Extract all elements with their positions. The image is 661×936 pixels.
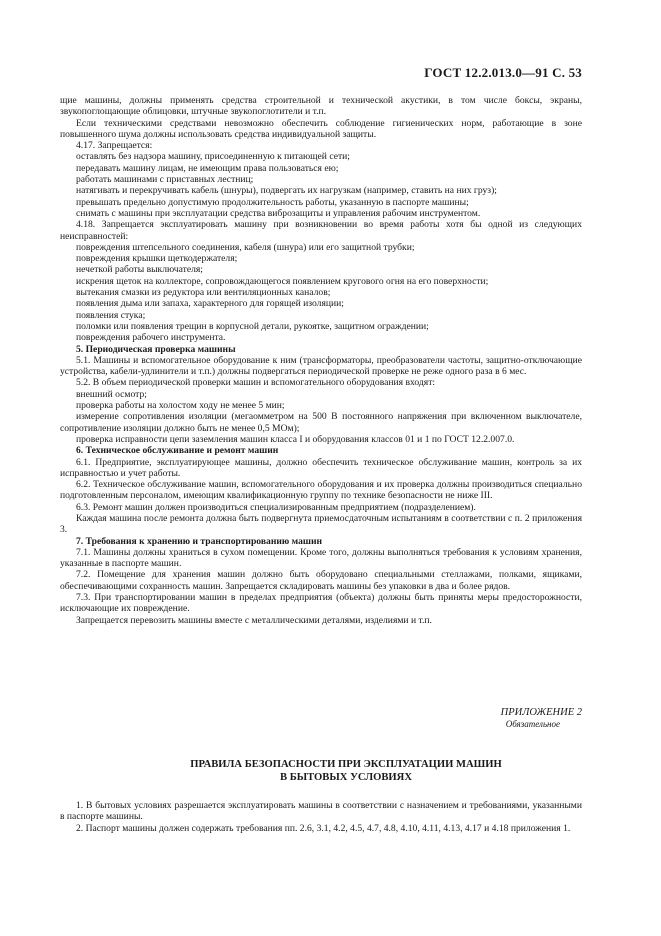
section-heading: 6. Техническое обслуживание и ремонт машин <box>76 445 279 457</box>
paragraph: 7.1. Машины должны храниться в сухом помещении. Кроме того, должны выполняться требования к условиям хранения, указанные в паспорте машин. <box>60 546 582 570</box>
paragraph: внешний осмотр; <box>76 388 147 400</box>
paragraph: 6.3. Ремонт машин должен производиться специализированным предприятием (подразделением). <box>76 501 476 513</box>
paragraph: 4.17. Запрещается: <box>76 140 153 152</box>
paragraph: снимать с машины при эксплуатации средства виброзащиты и управления рабочим инструментом. <box>76 207 481 219</box>
paragraph: Каждая машина после ремонта должна быть подвергнута приемосдаточным испытаниям в соответствии с п. 2 приложения 3. <box>60 512 582 536</box>
paragraph: передавать машину лицам, не имеющим права пользоваться ею; <box>76 162 339 174</box>
appendix-body <box>60 800 582 834</box>
page-header: ГОСТ 12.2.013.0—91 С. 53 <box>424 65 582 80</box>
paragraph: проверка исправности цепи заземления машин класса I и оборудования классов 01 и 1 по ГОСТ 12.2.007.0. <box>76 433 515 445</box>
appendix-paragraph: 1. В бытовых условиях разрешается эксплуатировать машины в соответствии с назначением и требованиями, указанными в паспорте машины. <box>60 800 582 823</box>
paragraph: вытекания смазки из редуктора или вентиляционных каналов; <box>76 287 331 299</box>
paragraph: 7.3. При транспортировании машин в пределах предприятия (объекта) должны быть приняты меры предосторожности, исключающие их повреждение. <box>60 592 582 615</box>
paragraph: повреждения рабочего инструмента. <box>76 332 226 344</box>
appendix-sublabel: Обязательное <box>505 719 560 729</box>
paragraph: повреждения штепсельного соединения, кабеля (шнура) или его защитной трубки; <box>76 241 415 253</box>
section-heading: 7. Требования к хранению и транспортированию машин <box>76 535 323 547</box>
appendix-paragraph: 2. Паспорт машины должен содержать требования пп. 2.6, 3.1, 4.2, 4.5, 4.7, 4.8, 4.10, 4.11, 4.13, 4.17 и 4.18 приложения 1. <box>76 822 571 834</box>
paragraph: появления дыма или запаха, характерного для горящей изоляции; <box>76 298 344 310</box>
paragraph: 5.2. В объем периодической проверки машин и вспомогательного оборудования входят: <box>76 377 436 389</box>
paragraph: 7.2. Помещение для хранения машин должно быть оборудовано специальными стеллажами, полками, ящиками, обеспечивающими сохранность машин. Запрещается складировать машины без упаковки в два и более рядов. <box>60 569 582 592</box>
appendix-title-line2: В БЫТОВЫХ УСЛОВИЯХ <box>280 771 412 783</box>
paragraph: повреждения крышки щеткодержателя; <box>76 253 238 265</box>
paragraph: Запрещается перевозить машины вместе с металлическими деталями, изделиями и т.п. <box>76 614 432 626</box>
paragraph: натягивать и перекручивать кабель (шнуры), подвергать их нагрузкам (например, ставить на них груз); <box>76 185 497 197</box>
paragraph: Если техническими средствами невозможно обеспечить соблюдение гигиенических норм, работающие в зоне повышенного шума должны использовать средства индивидуальной защиты. <box>60 117 582 140</box>
paragraph: 6.1. Предприятие, эксплуатирующее машины, должно обеспечить техническое обслуживание машин, контроль за их исправностью и учет работы. <box>60 456 582 479</box>
paragraph: 6.2. Техническое обслуживание машин, вспомогательного оборудования и их проверка должны производиться специально подготовленным персоналом, имеющим квалификационную группу по технике безопасности не ниже III. <box>60 479 582 502</box>
paragraph: превышать предельно допустимую продолжительность работы, указанную в паспорте машины; <box>76 196 469 208</box>
paragraph: нечеткой работы выключателя; <box>76 264 203 276</box>
paragraph: измерение сопротивления изоляции (мегаомметром на 500 В постоянного напряжения при включенном выключателе, сопротивление изоляции должно быть не менее 0,5 МОм); <box>60 411 582 434</box>
appendix-title <box>60 759 582 784</box>
paragraph: 4.18. Запрещается эксплуатировать машину при возникновении во время работы хотя бы одной из следующих неисправностей: <box>60 219 582 242</box>
paragraph: поломки или появления трещин в корпусной детали, рукоятке, защитном ограждении; <box>76 320 429 332</box>
paragraph: щие машины, должны применять средства строительной и технической акустики, в том числе боксы, экраны, звукопоглощающие облицовки, штучные звукопоглотители и т.п. <box>60 95 582 118</box>
paragraph: искрения щеток на коллекторе, сопровождающегося появлением кругового огня на его поверхности; <box>76 275 489 287</box>
section-heading: 5. Периодическая проверка машины <box>76 343 236 355</box>
appendix-label: ПРИЛОЖЕНИЕ 2 <box>500 707 582 718</box>
main-text <box>60 95 582 626</box>
paragraph: работать машинами с приставных лестниц; <box>76 174 254 186</box>
appendix-section <box>60 707 582 834</box>
paragraph: 5.1. Машины и вспомогательное оборудование к ним (трансформаторы, преобразователи частоты, защитно-отключающие устройства, кабели-удлинители и т.п.) должны подвергаться периодической проверке не реже одного раза в 6 мес. <box>60 354 582 378</box>
appendix-title-line1: ПРАВИЛА БЕЗОПАСНОСТИ ПРИ ЭКСПЛУАТАЦИИ МАШИН <box>190 759 502 770</box>
paragraph: проверка работы на холостом ходу не менее 5 мин; <box>76 400 285 412</box>
paragraph: оставлять без надзора машину, присоединенную к питающей сети; <box>76 151 350 163</box>
paragraph: появления стука; <box>76 309 146 321</box>
